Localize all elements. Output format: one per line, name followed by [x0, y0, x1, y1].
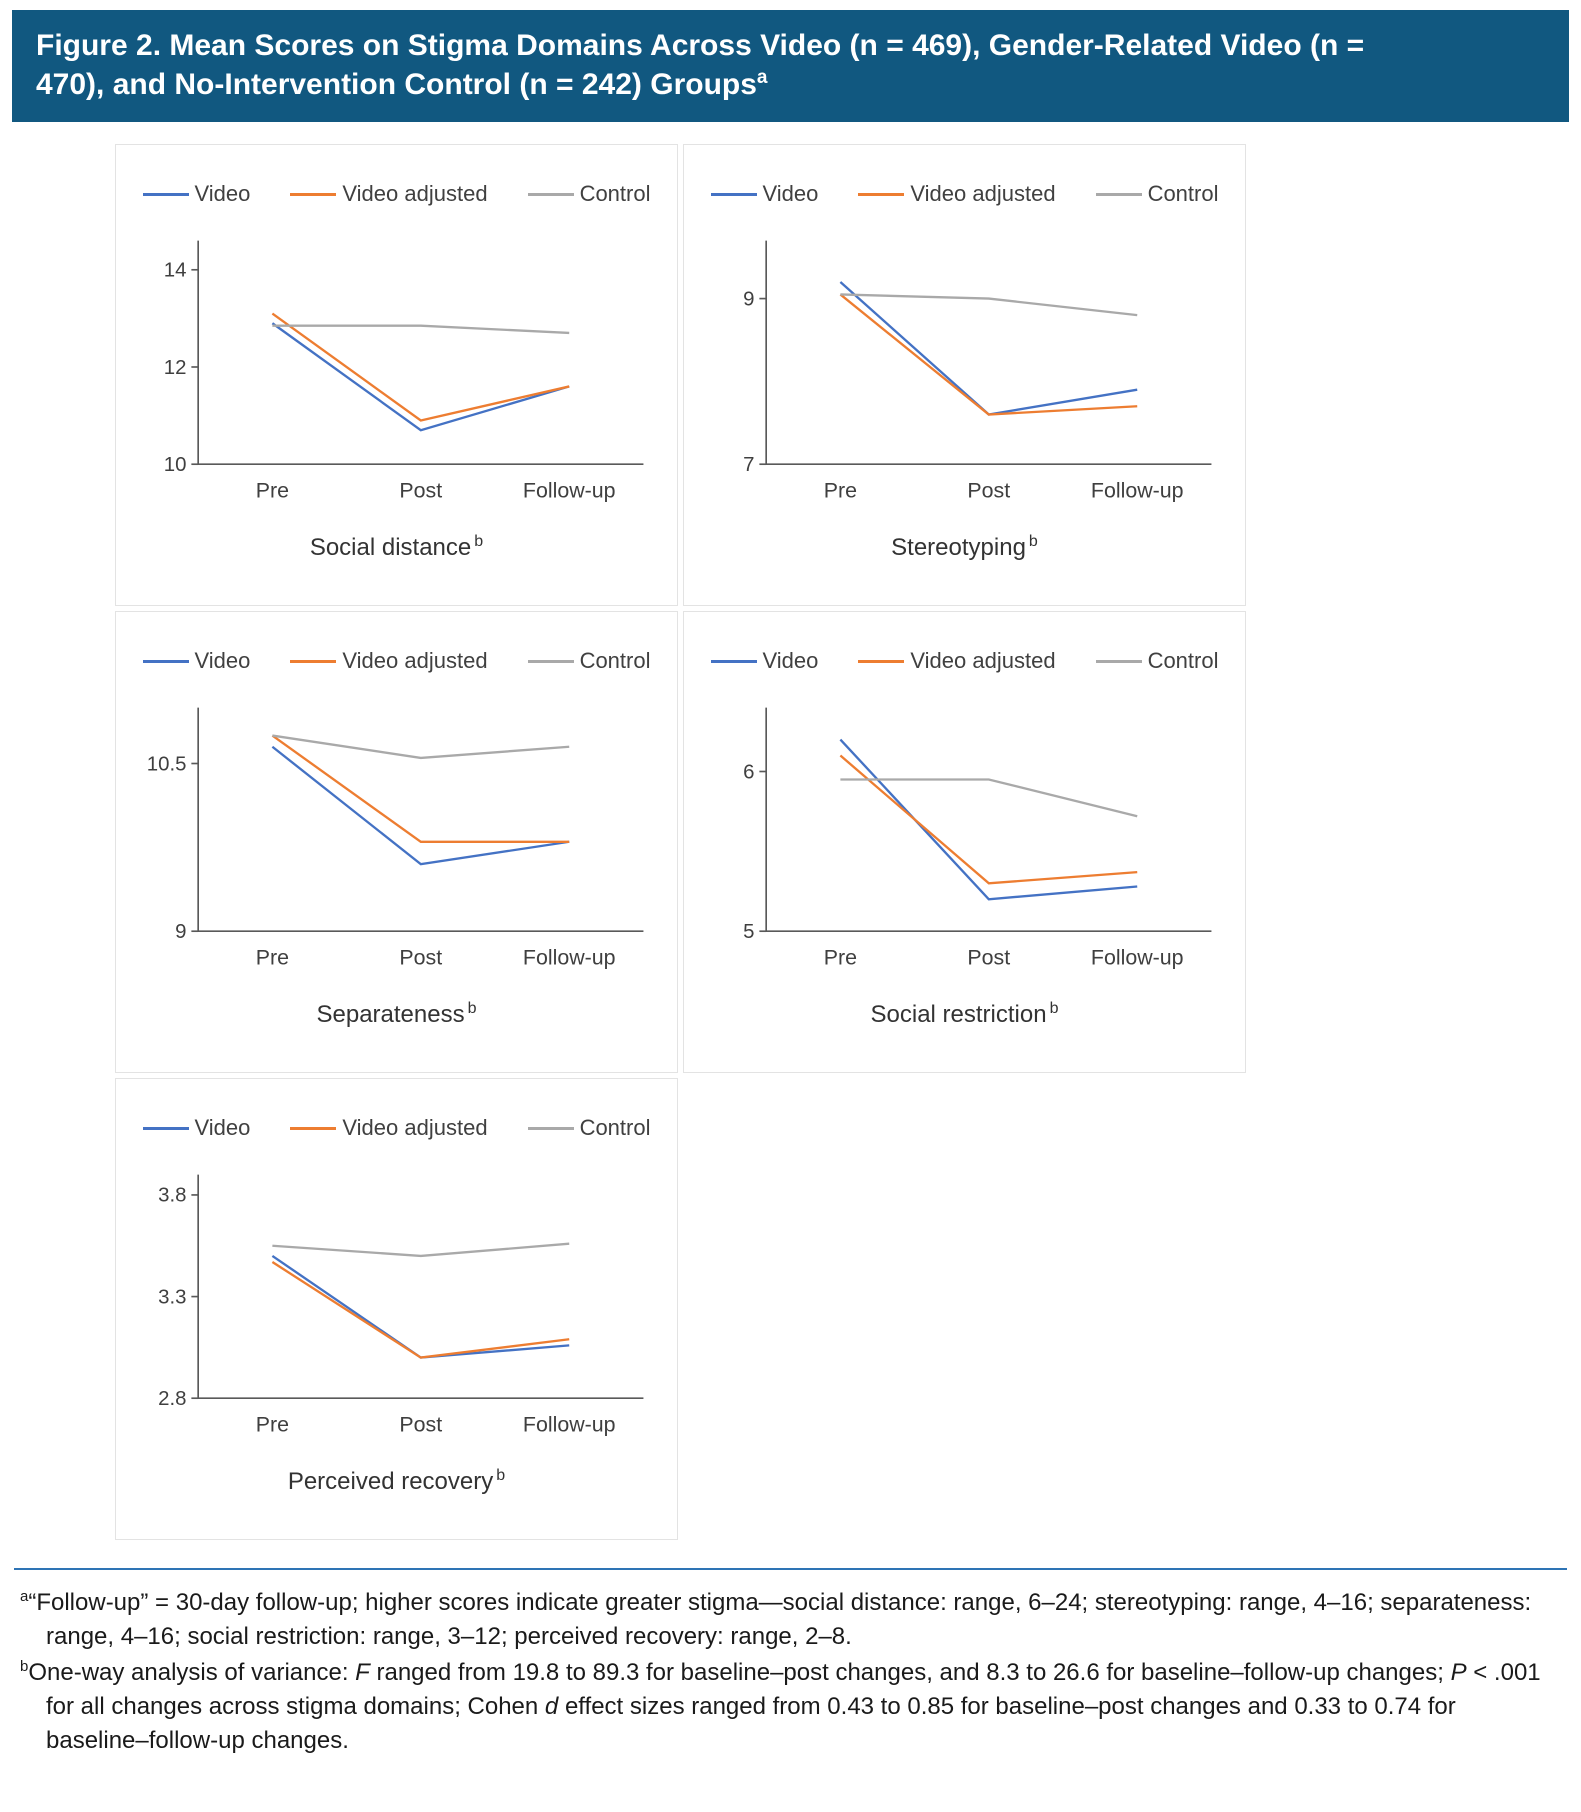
chart-panel-perceived-recovery — [115, 1078, 678, 1540]
plot-separateness — [134, 694, 659, 986]
chart-caption-stereotyping — [702, 533, 1227, 562]
x-category-label: Follow-up — [1090, 945, 1184, 970]
chart-panel-stereotyping — [683, 144, 1246, 606]
series-line-video — [272, 323, 569, 430]
series-line-video-adjusted — [272, 1262, 569, 1358]
plot-stereotyping — [702, 227, 1227, 519]
legend-item-video-adjusted — [858, 648, 1055, 674]
series-line-control — [840, 779, 1137, 816]
series-line-control — [272, 326, 569, 333]
x-category-label: Pre — [255, 945, 290, 970]
figure-title — [36, 26, 1436, 104]
chart-caption-social-distance — [134, 533, 659, 562]
footnote-text: P — [1450, 1659, 1467, 1687]
legend-item-video — [711, 181, 819, 207]
legend-line-swatch-video-adjusted — [290, 1127, 336, 1130]
y-tick-label: 3.3 — [158, 1286, 187, 1309]
legend-separateness — [134, 648, 659, 674]
legend-item-video — [143, 648, 251, 674]
figure-title-bar — [12, 10, 1569, 122]
y-tick-label: 14 — [163, 259, 187, 282]
chart-caption-text: Stereotyping — [891, 533, 1026, 561]
x-category-label: Post — [399, 1412, 443, 1437]
x-category-label: Follow-up — [522, 945, 616, 970]
y-tick-label: 5 — [743, 921, 755, 944]
axes-perceived-recovery — [198, 1175, 643, 1399]
series-line-control — [840, 294, 1137, 315]
legend-label-control: Control — [1147, 181, 1219, 206]
legend-line-swatch-control — [1096, 660, 1142, 663]
legend-line-swatch-control — [528, 660, 574, 663]
legend-line-swatch-video — [143, 660, 189, 663]
legend-line-swatch-video — [143, 1127, 189, 1130]
y-tick-label: 7 — [743, 454, 755, 477]
footnotes — [14, 1568, 1567, 1758]
x-category-label: Post — [967, 945, 1011, 970]
x-category-label: Post — [967, 478, 1011, 503]
legend-item-control — [1096, 181, 1219, 207]
y-tick-label: 10.5 — [146, 753, 187, 776]
figure-title-sup: a — [756, 67, 768, 88]
legend-label-video-adjusted: Video adjusted — [342, 648, 488, 673]
legend-line-swatch-video-adjusted — [858, 193, 904, 196]
chart-caption-separateness — [134, 1000, 659, 1029]
y-tick-label: 9 — [175, 921, 187, 944]
chart-caption-sup: b — [474, 532, 484, 550]
series-line-video-adjusted — [272, 736, 569, 842]
plot-social-restriction — [702, 694, 1227, 986]
chart-caption-social-restriction — [702, 1000, 1227, 1029]
chart-caption-sup: b — [496, 1466, 506, 1484]
x-category-label: Pre — [255, 478, 290, 503]
x-category-label: Pre — [823, 478, 858, 503]
legend-item-control — [528, 181, 651, 207]
y-tick-label: 2.8 — [158, 1388, 187, 1411]
chart-caption-perceived-recovery — [134, 1467, 659, 1496]
legend-item-video-adjusted — [290, 1115, 487, 1141]
x-category-label: Follow-up — [522, 478, 616, 503]
footnote-text: effect sizes ranged from 0.43 to 0.85 for baseline–post changes and 0.33 to 0.74 for baseline–follow-up changes. — [46, 1693, 1456, 1755]
legend-label-video-adjusted: Video adjusted — [910, 181, 1056, 206]
legend-item-control — [1096, 648, 1219, 674]
y-tick-label: 3.8 — [158, 1184, 187, 1207]
x-category-label: Pre — [823, 945, 858, 970]
footnote-text: ranged from 19.8 to 89.3 for baseline–post changes, and 8.3 to 26.6 for baseline–follow-up changes; — [369, 1659, 1451, 1687]
legend-line-swatch-video — [711, 660, 757, 663]
legend-label-control: Control — [1147, 648, 1219, 673]
series-line-control — [272, 736, 569, 758]
legend-label-video-adjusted: Video adjusted — [342, 181, 488, 206]
x-category-label: Pre — [255, 1412, 290, 1437]
y-tick-label: 10 — [163, 454, 187, 477]
series-line-video — [272, 747, 569, 864]
chart-panel-separateness — [115, 611, 678, 1073]
legend-label-video: Video — [194, 648, 251, 673]
legend-label-video: Video — [762, 648, 819, 673]
x-category-label: Post — [399, 478, 443, 503]
x-category-label: Follow-up — [522, 1412, 616, 1437]
chart-caption-sup: b — [1028, 532, 1038, 550]
legend-line-swatch-control — [1096, 193, 1142, 196]
series-line-video — [840, 282, 1137, 415]
footnote-marker-a: a — [20, 1588, 29, 1605]
legend-line-swatch-video — [143, 193, 189, 196]
chart-caption-sup: b — [467, 999, 477, 1017]
series-line-video-adjusted — [840, 756, 1137, 884]
footnote-text: One-way analysis of variance: — [28, 1659, 356, 1687]
legend-label-control: Control — [579, 1115, 651, 1140]
footnote-marker-b: b — [20, 1658, 29, 1676]
legend-line-swatch-control — [528, 1127, 574, 1130]
chart-panel-social-distance — [115, 144, 678, 606]
series-line-video-adjusted — [272, 314, 569, 421]
chart-caption-sup: b — [1049, 999, 1059, 1017]
axes-stereotyping — [766, 241, 1211, 465]
footnote-text: < .001 for all changes across stigma domains; Cohen — [46, 1659, 1541, 1721]
plot-perceived-recovery — [134, 1161, 659, 1453]
y-tick-label: 6 — [743, 761, 755, 784]
figure-title-text: Figure 2. Mean Scores on Stigma Domains Across Video (n = 469), Gender-Related Video (n = 470), and No-Intervention Control (n = 242) Groups — [36, 29, 1365, 101]
legend-line-swatch-video-adjusted — [290, 660, 336, 663]
legend-item-video-adjusted — [290, 181, 487, 207]
legend-label-video-adjusted: Video adjusted — [342, 1115, 488, 1140]
footnote-text: d — [544, 1693, 559, 1721]
footnote-b — [20, 1656, 1561, 1758]
chart-caption-text: Separateness — [316, 1000, 465, 1028]
legend-label-video: Video — [194, 181, 251, 206]
legend-label-video-adjusted: Video adjusted — [910, 648, 1056, 673]
legend-label-control: Control — [579, 648, 651, 673]
plot-social-distance — [134, 227, 659, 519]
charts-grid — [115, 144, 1246, 1540]
legend-item-video-adjusted — [290, 648, 487, 674]
chart-caption-text: Social distance — [309, 533, 472, 561]
legend-line-swatch-control — [528, 193, 574, 196]
legend-label-video: Video — [194, 1115, 251, 1140]
legend-item-video — [143, 181, 251, 207]
legend-perceived-recovery — [134, 1115, 659, 1141]
legend-line-swatch-video-adjusted — [290, 193, 336, 196]
footnote-text: “Follow-up” = 30-day follow-up; higher scores indicate greater stigma—social distance: range, 6–24; stereotyping: range, 4–16; separateness: range, 4–16; social restriction: range, 3–12; perceived recovery: range, 2–8. — [28, 1589, 1532, 1651]
legend-line-swatch-video-adjusted — [858, 660, 904, 663]
series-line-video — [272, 1256, 569, 1358]
series-line-control — [272, 1244, 569, 1256]
x-category-label: Follow-up — [1090, 478, 1184, 503]
legend-item-video-adjusted — [858, 181, 1055, 207]
legend-item-control — [528, 648, 651, 674]
chart-panel-social-restriction — [683, 611, 1246, 1073]
legend-label-control: Control — [579, 181, 651, 206]
legend-item-video — [143, 1115, 251, 1141]
legend-label-video: Video — [762, 181, 819, 206]
axes-separateness — [198, 708, 643, 932]
legend-social-distance — [134, 181, 659, 207]
x-category-label: Post — [399, 945, 443, 970]
legend-item-control — [528, 1115, 651, 1141]
chart-caption-text: Social restriction — [870, 1000, 1047, 1028]
y-tick-label: 12 — [163, 356, 187, 379]
chart-caption-text: Perceived recovery — [287, 1467, 494, 1495]
y-tick-label: 9 — [743, 288, 755, 311]
legend-item-video — [711, 648, 819, 674]
footnote-a — [20, 1586, 1561, 1654]
legend-stereotyping — [702, 181, 1227, 207]
legend-social-restriction — [702, 648, 1227, 674]
legend-line-swatch-video — [711, 193, 757, 196]
footnote-text: F — [355, 1659, 370, 1687]
